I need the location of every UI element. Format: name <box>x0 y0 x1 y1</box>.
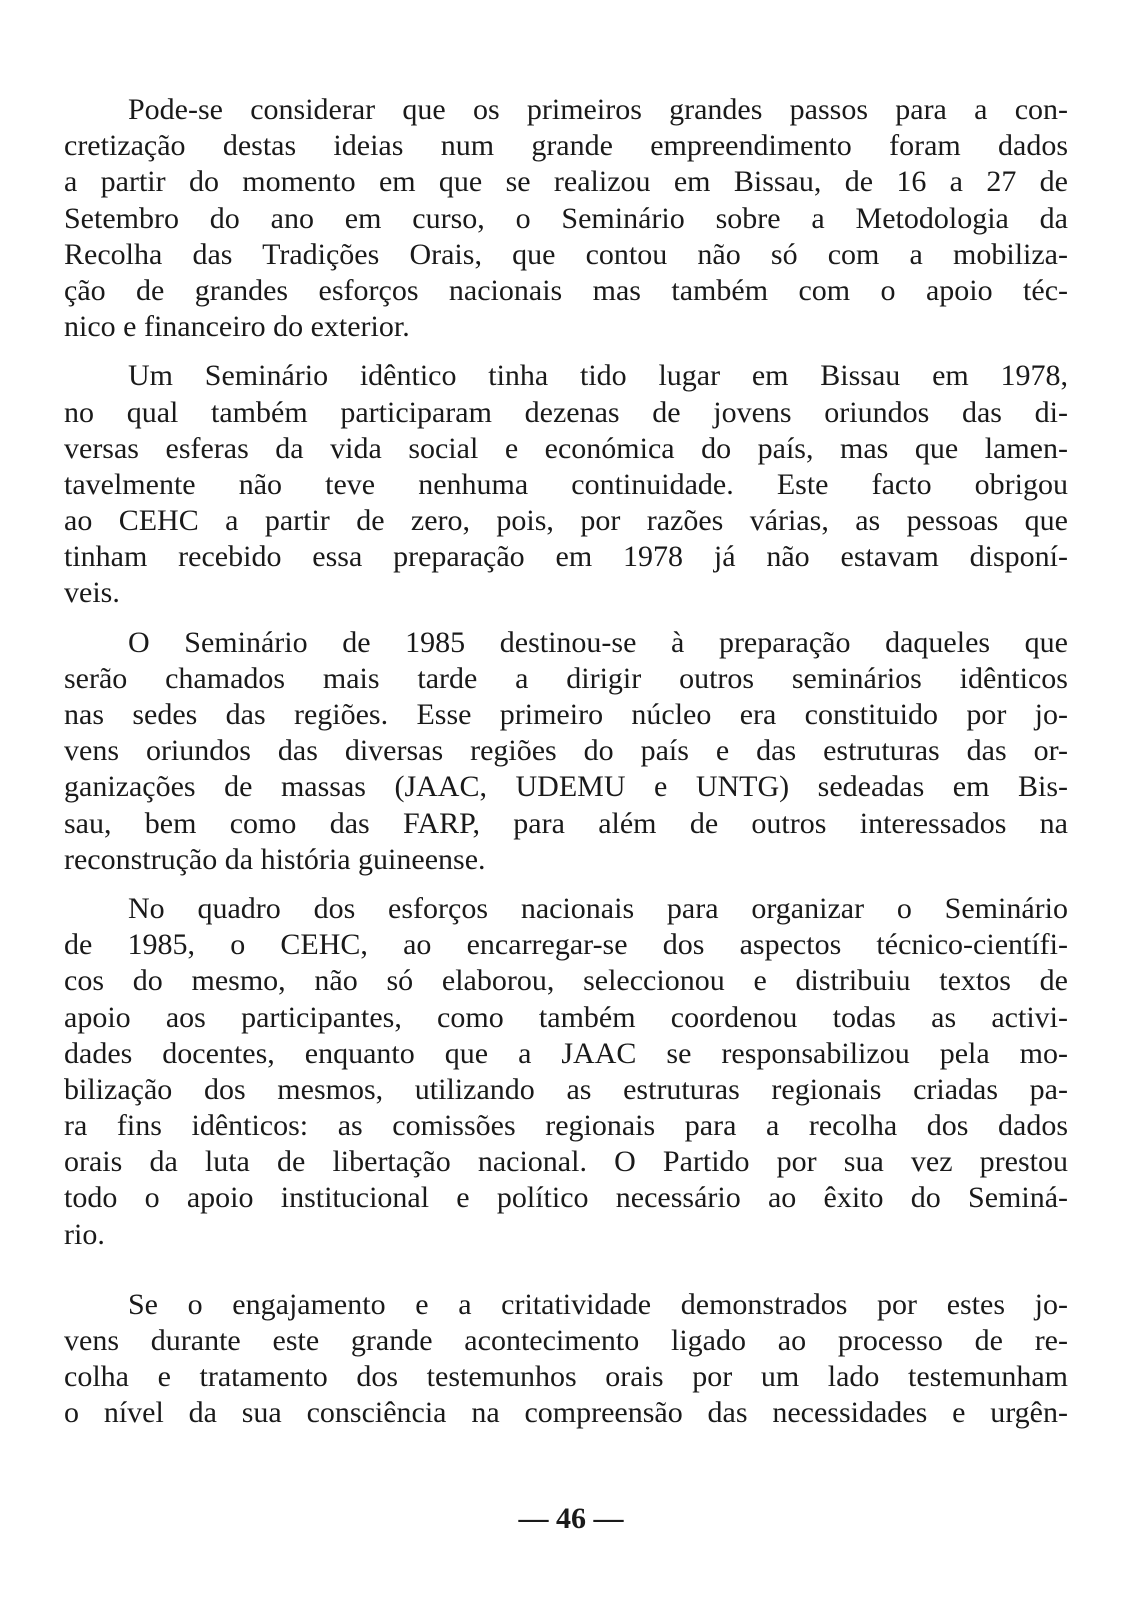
page-number: — 46 — <box>518 1502 624 1535</box>
text-line: ra fins idênticos: as comissões regionais para a recolha dos dados <box>64 1109 1068 1143</box>
text-line: vens durante este grande acontecimento ligado ao processo de re- <box>64 1324 1068 1357</box>
text-line: de 1985, o CEHC, ao encarregar-se dos aspectos técnico-científi- <box>64 928 1068 962</box>
text-line: veis. <box>64 576 120 610</box>
text-line: ao CEHC a partir de zero, pois, por razões várias, as pessoas que <box>64 504 1068 538</box>
text-line: ganizações de massas (JAAC, UDEMU e UNTG) sedeadas em Bis- <box>64 770 1068 804</box>
paragraph-5 <box>64 1287 1068 1432</box>
text-line: Se o engajamento e a critatividade demonstrados por estes jo- <box>128 1287 1068 1321</box>
text-line: cretização destas ideias num grande empreendimento foram dados <box>64 129 1068 163</box>
text-line: ção de grandes esforços nacionais mas também com o apoio téc- <box>64 273 1068 307</box>
page-body <box>64 92 1068 1432</box>
paragraph-1 <box>64 92 1068 345</box>
text-line: rio. <box>64 1217 105 1251</box>
text-line: tinham recebido essa preparação em 1978 já não estavam disponí- <box>64 540 1068 574</box>
paragraph-4 <box>64 891 1068 1253</box>
text-line: Pode-se considerar que os primeiros grandes passos para a con- <box>128 93 1068 126</box>
text-line: nas sedes das regiões. Esse primeiro núcleo era constituido por jo- <box>64 698 1068 731</box>
text-line: vens oriundos das diversas regiões do país e das estruturas das or- <box>64 734 1068 768</box>
text-line: todo o apoio institucional e político necessário ao êxito do Seminá- <box>64 1181 1068 1215</box>
paragraph-2 <box>64 358 1068 611</box>
text-line: Setembro do ano em curso, o Seminário sobre a Metodologia da <box>64 201 1068 235</box>
text-line: cos do mesmo, não só elaborou, seleccionou e distribuiu textos de <box>64 964 1068 998</box>
text-line: No quadro dos esforços nacionais para organizar o Seminário <box>128 891 1068 925</box>
text-line: Recolha das Tradições Orais, que contou não só com a mobiliza- <box>64 237 1068 271</box>
text-line: versas esferas da vida social e económica do país, mas que lamen- <box>64 431 1068 465</box>
text-line: O Seminário de 1985 destinou-se à preparação daqueles que <box>128 625 1068 659</box>
text-line: bilização dos mesmos, utilizando as estruturas regionais criadas pa- <box>64 1072 1068 1106</box>
text-line: reconstrução da história guineense. <box>64 842 486 876</box>
text-line: sau, bem como das FARP, para além de outros interessados na <box>64 806 1068 840</box>
text-line: dades docentes, enquanto que a JAAC se responsabilizou pela mo- <box>64 1036 1068 1070</box>
text-line: Um Seminário idêntico tinha tido lugar em Bissau em 1978, <box>128 359 1068 393</box>
text-line: nico e financeiro do exterior. <box>64 310 410 344</box>
text-line: a partir do momento em que se realizou em Bissau, de 16 a 27 de <box>64 165 1068 199</box>
text-line: o nível da sua consciência na compreensão das necessidades e urgên- <box>64 1396 1068 1430</box>
text-line: no qual também participaram dezenas de jovens oriundos das di- <box>64 395 1068 429</box>
text-line: orais da luta de libertação nacional. O Partido por sua vez prestou <box>64 1145 1068 1179</box>
text-line: apoio aos participantes, como também coordenou todas as activi- <box>64 1000 1068 1034</box>
text-line: colha e tratamento dos testemunhos orais por um lado testemunham <box>64 1360 1068 1394</box>
text-line: tavelmente não teve nenhuma continuidade. Este facto obrigou <box>64 467 1068 501</box>
text-line: serão chamados mais tarde a dirigir outros seminários idênticos <box>64 661 1068 695</box>
paragraph-3 <box>64 625 1068 878</box>
